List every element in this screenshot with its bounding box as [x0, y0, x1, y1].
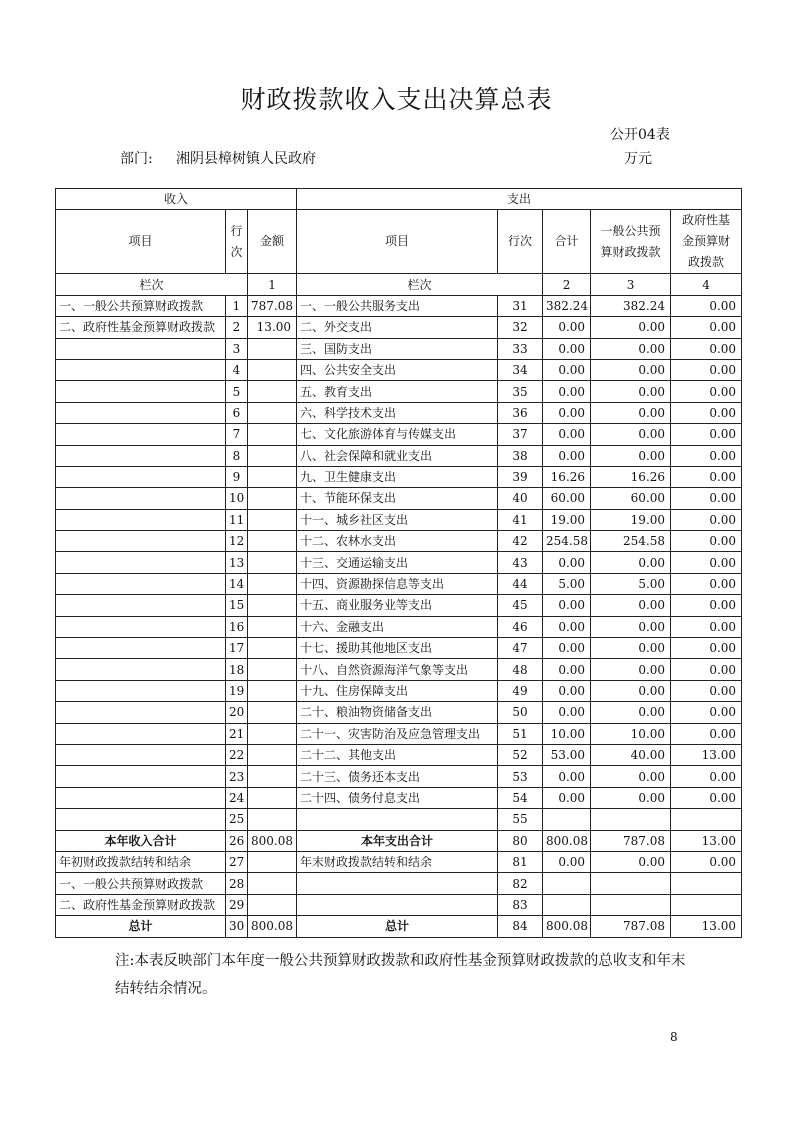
expense-line-no: 44	[498, 573, 543, 594]
expense-total: 382.24	[543, 295, 591, 316]
expense-item: 二、外交支出	[297, 317, 498, 338]
expense-line-no: 41	[498, 509, 543, 530]
expense-line-no: 50	[498, 702, 543, 723]
income-item	[56, 659, 226, 680]
income-line-no: 14	[226, 573, 248, 594]
expense-line-no: 39	[498, 466, 543, 487]
income-amount	[248, 509, 297, 530]
income-line-no: 12	[226, 531, 248, 552]
form-code: 公开04表	[610, 127, 670, 143]
expense-item: 十八、自然资源海洋气象等支出	[297, 659, 498, 680]
table-row	[56, 402, 742, 423]
expense-line-no: 55	[498, 809, 543, 830]
expense-total: 0.00	[543, 445, 591, 466]
income-item	[56, 531, 226, 552]
col-index-3: 3	[591, 274, 671, 295]
income-amount-header: 金额	[248, 210, 297, 274]
expense-line-no: 42	[498, 531, 543, 552]
income-amount	[248, 445, 297, 466]
table-row	[56, 359, 742, 380]
general-budget-amount: 254.58	[591, 531, 671, 552]
expense-item: 二十一、灾害防治及应急管理支出	[297, 723, 498, 744]
income-line-no: 28	[226, 873, 248, 894]
expense-total	[543, 873, 591, 894]
expense-item: 一、一般公共服务支出	[297, 295, 498, 316]
expense-total: 0.00	[543, 338, 591, 359]
income-line-no: 8	[226, 445, 248, 466]
income-line-header: 行次	[226, 210, 248, 274]
expense-total: 254.58	[543, 531, 591, 552]
gov-fund-amount: 0.00	[671, 595, 742, 616]
income-item	[56, 488, 226, 509]
income-item: 一、一般公共预算财政拨款	[56, 873, 226, 894]
income-item: 年初财政拨款结转和结余	[56, 851, 226, 872]
table-note: 注:本表反映部门本年度一般公共预算财政拨款和政府性基金预算财政拨款的总收支和年末结转结余情况。	[115, 953, 686, 997]
general-budget-amount: 0.00	[591, 766, 671, 787]
expense-total: 0.00	[543, 787, 591, 808]
income-amount	[248, 573, 297, 594]
expense-total: 0.00	[543, 766, 591, 787]
income-item	[56, 381, 226, 402]
expense-item: 二十三、债务还本支出	[297, 766, 498, 787]
expense-item: 十、节能环保支出	[297, 488, 498, 509]
income-line-no: 27	[226, 851, 248, 872]
column-index-row	[56, 274, 742, 295]
department-label: 部门:	[120, 151, 153, 167]
budget-table	[55, 188, 742, 938]
expense-item: 六、科学技术支出	[297, 402, 498, 423]
income-item	[56, 723, 226, 744]
table-row	[56, 744, 742, 765]
general-budget-amount: 0.00	[591, 359, 671, 380]
income-item	[56, 552, 226, 573]
table-row	[56, 702, 742, 723]
total-header: 合计	[543, 210, 591, 274]
expense-item: 十二、农林水支出	[297, 531, 498, 552]
expense-item: 十三、交通运输支出	[297, 552, 498, 573]
income-line-no: 13	[226, 552, 248, 573]
expense-line-no: 33	[498, 338, 543, 359]
gov-fund-amount: 13.00	[671, 916, 742, 937]
expense-item	[297, 894, 498, 915]
income-item: 二、政府性基金预算财政拨款	[56, 317, 226, 338]
income-item	[56, 424, 226, 445]
expense-line-no: 45	[498, 595, 543, 616]
gov-fund-amount: 0.00	[671, 787, 742, 808]
expense-total: 0.00	[543, 638, 591, 659]
income-line-no: 11	[226, 509, 248, 530]
expense-total: 0.00	[543, 381, 591, 402]
expense-total: 0.00	[543, 317, 591, 338]
col-label-income: 栏次	[56, 274, 248, 295]
gov-fund-amount: 0.00	[671, 766, 742, 787]
income-amount	[248, 787, 297, 808]
general-budget-amount: 382.24	[591, 295, 671, 316]
expense-total: 0.00	[543, 424, 591, 445]
income-item	[56, 680, 226, 701]
expense-line-no: 34	[498, 359, 543, 380]
expense-total: 0.00	[543, 680, 591, 701]
header-row-1	[56, 189, 742, 210]
general-budget-amount: 5.00	[591, 573, 671, 594]
general-budget-amount: 0.00	[591, 851, 671, 872]
income-item	[56, 616, 226, 637]
expense-line-no: 43	[498, 552, 543, 573]
table-row	[56, 595, 742, 616]
table-row	[56, 873, 742, 894]
table-row	[56, 466, 742, 487]
table-row	[56, 638, 742, 659]
income-line-no: 18	[226, 659, 248, 680]
income-item	[56, 638, 226, 659]
income-line-no: 29	[226, 894, 248, 915]
income-line-no: 9	[226, 466, 248, 487]
income-amount	[248, 616, 297, 637]
table-row	[56, 509, 742, 530]
department-name: 湘阴县樟树镇人民政府	[176, 151, 316, 167]
general-budget-amount: 0.00	[591, 616, 671, 637]
gov-fund-amount: 0.00	[671, 573, 742, 594]
gov-fund-amount: 0.00	[671, 638, 742, 659]
income-item	[56, 702, 226, 723]
income-item	[56, 509, 226, 530]
income-item: 总计	[56, 916, 226, 937]
gov-fund-amount: 0.00	[671, 851, 742, 872]
general-budget-amount: 0.00	[591, 702, 671, 723]
expense-line-no: 36	[498, 402, 543, 423]
expense-line-no: 82	[498, 873, 543, 894]
table-row	[56, 830, 742, 851]
header-row-2	[56, 210, 742, 274]
gov-fund-amount: 0.00	[671, 466, 742, 487]
table-row	[56, 616, 742, 637]
expense-total	[543, 809, 591, 830]
expense-line-no: 54	[498, 787, 543, 808]
expense-total: 60.00	[543, 488, 591, 509]
income-amount	[248, 402, 297, 423]
general-budget-amount	[591, 809, 671, 830]
gov-fund-amount: 0.00	[671, 295, 742, 316]
general-budget-header: 一般公共预算财政拨款	[591, 210, 671, 274]
table-row	[56, 381, 742, 402]
income-amount	[248, 424, 297, 445]
expense-item: 四、公共安全支出	[297, 359, 498, 380]
expense-item: 二十、粮油物资储备支出	[297, 702, 498, 723]
general-budget-amount: 0.00	[591, 595, 671, 616]
income-line-no: 25	[226, 809, 248, 830]
gov-fund-amount	[671, 809, 742, 830]
expense-line-header: 行次	[498, 210, 543, 274]
expense-item: 七、文化旅游体育与传媒支出	[297, 424, 498, 445]
gov-fund-amount: 13.00	[671, 830, 742, 851]
expense-item: 总计	[297, 916, 498, 937]
general-budget-amount	[591, 894, 671, 915]
income-amount	[248, 659, 297, 680]
expense-line-no: 35	[498, 381, 543, 402]
income-item	[56, 766, 226, 787]
expense-total: 0.00	[543, 552, 591, 573]
general-budget-amount: 0.00	[591, 445, 671, 466]
expense-item: 十五、商业服务业等支出	[297, 595, 498, 616]
expense-item: 十七、援助其他地区支出	[297, 638, 498, 659]
expense-line-no: 37	[498, 424, 543, 445]
gov-fund-amount: 0.00	[671, 338, 742, 359]
expense-total: 53.00	[543, 744, 591, 765]
expense-total: 19.00	[543, 509, 591, 530]
income-line-no: 2	[226, 317, 248, 338]
expense-line-no: 80	[498, 830, 543, 851]
expense-item: 十一、城乡社区支出	[297, 509, 498, 530]
income-item-header: 项目	[56, 210, 226, 274]
page-title: 财政拨款收入支出决算总表	[240, 85, 553, 114]
gov-fund-amount: 0.00	[671, 317, 742, 338]
expense-item-header: 项目	[297, 210, 498, 274]
general-budget-amount	[591, 873, 671, 894]
expense-total: 0.00	[543, 702, 591, 723]
gov-fund-amount: 0.00	[671, 531, 742, 552]
table-row	[56, 723, 742, 744]
general-budget-amount: 16.26	[591, 466, 671, 487]
income-line-no: 26	[226, 830, 248, 851]
expense-line-no: 53	[498, 766, 543, 787]
income-amount	[248, 894, 297, 915]
expense-line-no: 48	[498, 659, 543, 680]
income-line-no: 5	[226, 381, 248, 402]
expense-total: 0.00	[543, 851, 591, 872]
col-index-4: 4	[671, 274, 742, 295]
income-line-no: 30	[226, 916, 248, 937]
income-item	[56, 744, 226, 765]
expense-total: 800.08	[543, 830, 591, 851]
income-item: 二、政府性基金预算财政拨款	[56, 894, 226, 915]
general-budget-amount: 10.00	[591, 723, 671, 744]
gov-fund-amount: 0.00	[671, 680, 742, 701]
table-row	[56, 851, 742, 872]
expense-item: 九、卫生健康支出	[297, 466, 498, 487]
income-amount	[248, 552, 297, 573]
income-line-no: 6	[226, 402, 248, 423]
expense-total: 16.26	[543, 466, 591, 487]
gov-fund-amount: 0.00	[671, 702, 742, 723]
income-amount	[248, 809, 297, 830]
income-item	[56, 338, 226, 359]
expense-line-no: 49	[498, 680, 543, 701]
expense-item: 八、社会保障和就业支出	[297, 445, 498, 466]
income-header: 收入	[56, 189, 297, 210]
income-line-no: 3	[226, 338, 248, 359]
gov-fund-amount: 0.00	[671, 509, 742, 530]
expense-line-no: 83	[498, 894, 543, 915]
expense-total: 800.08	[543, 916, 591, 937]
expense-line-no: 52	[498, 744, 543, 765]
income-amount	[248, 595, 297, 616]
general-budget-amount: 0.00	[591, 659, 671, 680]
income-amount	[248, 531, 297, 552]
income-line-no: 23	[226, 766, 248, 787]
general-budget-amount: 787.08	[591, 830, 671, 851]
general-budget-amount: 0.00	[591, 638, 671, 659]
income-amount	[248, 766, 297, 787]
income-item: 本年收入合计	[56, 830, 226, 851]
expense-item	[297, 809, 498, 830]
table-row	[56, 531, 742, 552]
income-amount	[248, 702, 297, 723]
income-item	[56, 402, 226, 423]
gov-fund-header: 政府性基金预算财政拨款	[671, 210, 742, 274]
gov-fund-amount: 0.00	[671, 723, 742, 744]
income-item	[56, 787, 226, 808]
table-row	[56, 916, 742, 937]
expense-total: 0.00	[543, 616, 591, 637]
table-row	[56, 488, 742, 509]
expense-item: 二十二、其他支出	[297, 744, 498, 765]
expense-item: 十四、资源勘探信息等支出	[297, 573, 498, 594]
income-amount	[248, 359, 297, 380]
expense-item: 年末财政拨款结转和结余	[297, 851, 498, 872]
gov-fund-amount: 0.00	[671, 359, 742, 380]
income-amount	[248, 680, 297, 701]
income-amount	[248, 873, 297, 894]
expense-line-no: 81	[498, 851, 543, 872]
income-amount: 787.08	[248, 295, 297, 316]
expense-line-no: 51	[498, 723, 543, 744]
income-line-no: 21	[226, 723, 248, 744]
general-budget-amount: 40.00	[591, 744, 671, 765]
table-row	[56, 766, 742, 787]
table-row	[56, 338, 742, 359]
income-amount	[248, 744, 297, 765]
gov-fund-amount: 0.00	[671, 659, 742, 680]
col-index-2: 2	[543, 274, 591, 295]
expense-item: 二十四、债务付息支出	[297, 787, 498, 808]
income-line-no: 7	[226, 424, 248, 445]
expense-line-no: 31	[498, 295, 543, 316]
gov-fund-amount: 0.00	[671, 616, 742, 637]
table-row	[56, 445, 742, 466]
expense-header: 支出	[297, 189, 742, 210]
table-row	[56, 809, 742, 830]
gov-fund-amount: 0.00	[671, 424, 742, 445]
expense-total	[543, 894, 591, 915]
income-line-no: 16	[226, 616, 248, 637]
gov-fund-amount: 0.00	[671, 552, 742, 573]
expense-total: 10.00	[543, 723, 591, 744]
expense-line-no: 32	[498, 317, 543, 338]
general-budget-amount: 0.00	[591, 338, 671, 359]
table-row	[56, 787, 742, 808]
income-line-no: 4	[226, 359, 248, 380]
income-line-no: 22	[226, 744, 248, 765]
income-item	[56, 809, 226, 830]
expense-item: 十九、住房保障支出	[297, 680, 498, 701]
income-item	[56, 595, 226, 616]
income-amount	[248, 851, 297, 872]
income-item	[56, 573, 226, 594]
expense-total: 0.00	[543, 359, 591, 380]
income-amount	[248, 338, 297, 359]
general-budget-amount: 19.00	[591, 509, 671, 530]
gov-fund-amount: 0.00	[671, 381, 742, 402]
income-line-no: 15	[226, 595, 248, 616]
general-budget-amount: 0.00	[591, 680, 671, 701]
gov-fund-amount: 0.00	[671, 402, 742, 423]
income-item: 一、一般公共预算财政拨款	[56, 295, 226, 316]
income-amount	[248, 723, 297, 744]
table-row	[56, 894, 742, 915]
income-amount	[248, 466, 297, 487]
table-row	[56, 317, 742, 338]
expense-total: 0.00	[543, 595, 591, 616]
income-line-no: 10	[226, 488, 248, 509]
gov-fund-amount: 13.00	[671, 744, 742, 765]
table-row	[56, 295, 742, 316]
general-budget-amount: 0.00	[591, 381, 671, 402]
table-row	[56, 680, 742, 701]
expense-item: 本年支出合计	[297, 830, 498, 851]
table-row	[56, 573, 742, 594]
income-amount: 800.08	[248, 830, 297, 851]
page-number: 8	[670, 1030, 678, 1044]
general-budget-amount: 60.00	[591, 488, 671, 509]
gov-fund-amount	[671, 894, 742, 915]
general-budget-amount: 0.00	[591, 317, 671, 338]
income-amount	[248, 488, 297, 509]
col-index-1: 1	[248, 274, 297, 295]
expense-line-no: 47	[498, 638, 543, 659]
income-line-no: 24	[226, 787, 248, 808]
expense-line-no: 40	[498, 488, 543, 509]
income-item	[56, 445, 226, 466]
expense-item: 五、教育支出	[297, 381, 498, 402]
income-amount: 800.08	[248, 916, 297, 937]
general-budget-amount: 787.08	[591, 916, 671, 937]
income-amount: 13.00	[248, 317, 297, 338]
table-row	[56, 659, 742, 680]
expense-line-no: 84	[498, 916, 543, 937]
expense-total: 0.00	[543, 402, 591, 423]
income-line-no: 20	[226, 702, 248, 723]
general-budget-amount: 0.00	[591, 552, 671, 573]
expense-item	[297, 873, 498, 894]
income-item	[56, 466, 226, 487]
expense-total: 0.00	[543, 659, 591, 680]
general-budget-amount: 0.00	[591, 402, 671, 423]
gov-fund-amount	[671, 873, 742, 894]
expense-item: 十六、金融支出	[297, 616, 498, 637]
expense-line-no: 38	[498, 445, 543, 466]
col-label-expense: 栏次	[297, 274, 543, 295]
income-item	[56, 359, 226, 380]
income-amount	[248, 638, 297, 659]
table-row	[56, 424, 742, 445]
income-line-no: 1	[226, 295, 248, 316]
unit-label: 万元	[624, 151, 652, 167]
income-line-no: 17	[226, 638, 248, 659]
table-row	[56, 552, 742, 573]
gov-fund-amount: 0.00	[671, 445, 742, 466]
income-amount	[248, 381, 297, 402]
expense-line-no: 46	[498, 616, 543, 637]
expense-total: 5.00	[543, 573, 591, 594]
general-budget-amount: 0.00	[591, 787, 671, 808]
income-line-no: 19	[226, 680, 248, 701]
expense-item: 三、国防支出	[297, 338, 498, 359]
gov-fund-amount: 0.00	[671, 488, 742, 509]
general-budget-amount: 0.00	[591, 424, 671, 445]
